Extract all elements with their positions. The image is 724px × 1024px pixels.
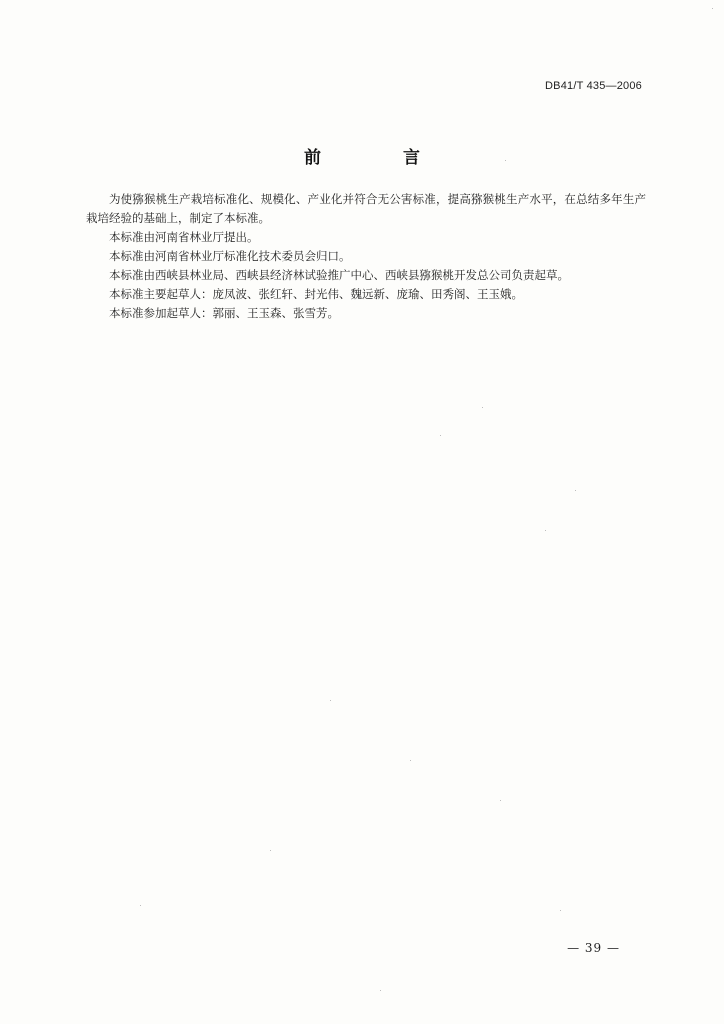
scan-speck — [380, 990, 381, 991]
scan-speck — [575, 490, 576, 491]
paragraph-main-drafters: 本标准主要起草人：庞凤波、张红轩、封光伟、魏远新、庞瑜、田秀阁、王玉娥。 — [109, 287, 523, 301]
scan-speck — [140, 905, 141, 906]
scan-speck — [330, 700, 331, 701]
scan-speck — [560, 910, 561, 911]
scan-speck — [482, 407, 483, 408]
scan-speck — [410, 760, 411, 761]
scan-speck — [505, 160, 506, 161]
scan-speck — [270, 850, 271, 851]
paragraph-drafting-units: 本标准由西峡县林业局、西峡县经济林试验推广中心、西峡县猕猴桃开发总公司负责起草。 — [109, 268, 569, 282]
paragraph-purpose: 为使猕猴桃生产栽培标准化、规模化、产业化并符合无公害标准，提高猕猴桃生产水平，在总结多年生产栽培经验的基础上，制定了本标准。 — [86, 192, 646, 225]
scan-speck — [440, 435, 441, 436]
standard-code: DB41/T 435—2006 — [545, 80, 642, 92]
scan-speck — [500, 800, 501, 801]
paragraph-participating-drafters: 本标准参加起草人：郭丽、王玉森、张雪芳。 — [109, 306, 339, 320]
section-title: 前 言 — [304, 148, 458, 168]
paragraph-proposer: 本标准由河南省林业厅提出。 — [109, 230, 259, 244]
foreword-body — [86, 190, 646, 323]
paragraph-administrator: 本标准由河南省林业厅标准化技术委员会归口。 — [109, 249, 351, 263]
scan-speck — [545, 530, 546, 531]
page-number: — 39 — — [567, 941, 620, 955]
scan-speck — [712, 8, 713, 9]
